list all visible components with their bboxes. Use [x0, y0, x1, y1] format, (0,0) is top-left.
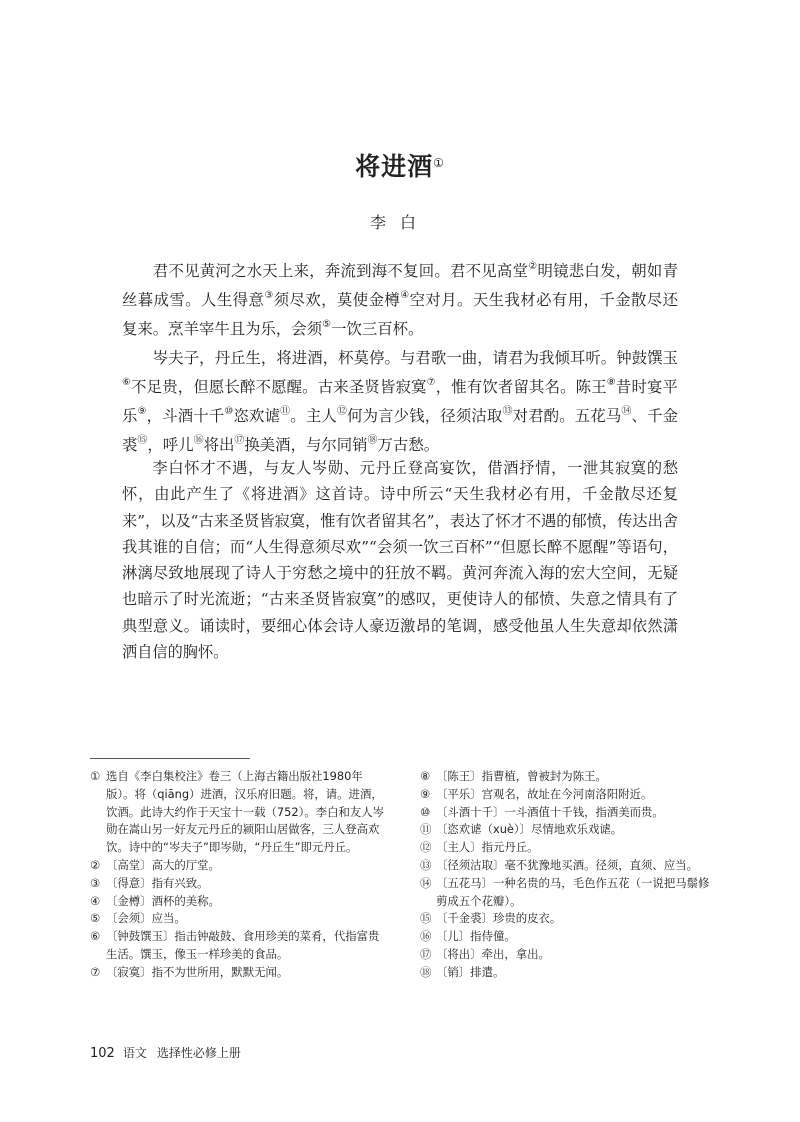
poem-text: 对君酌。五花马 [512, 407, 622, 425]
footnote-marker: ⑤ [322, 318, 332, 330]
footnote [90, 893, 386, 911]
poem-text: 君不见黄河之水天上来，奔流到海不复回。君不见高堂 [152, 262, 529, 280]
poem-text: 不足贵，但愿长醉不愿醒。古来圣贤皆寂寞 [131, 378, 427, 396]
footnote [420, 786, 720, 804]
poem-text: 恣欢谑 [233, 407, 281, 425]
footnote [420, 857, 720, 875]
footnote-marker: ⑥ [122, 376, 132, 388]
footnote-text: 〔会须〕应当。 [106, 911, 186, 926]
footnote-number: ⑦ [90, 964, 101, 979]
poem-text: 将出 [203, 436, 235, 454]
footnote-number: ⑥ [90, 929, 101, 944]
footnote [90, 928, 386, 964]
poem-text: 换美酒，与尔同销 [244, 436, 368, 454]
page-footer [90, 1044, 241, 1063]
poem-text: 万古愁。 [377, 436, 440, 454]
poem-text: 、千金裘 [122, 407, 679, 454]
footnote [420, 839, 720, 857]
footnote-marker: ⑧ [606, 376, 616, 388]
footnote-number: ⑪ [420, 822, 432, 837]
footnote-number: ④ [90, 893, 101, 908]
poem-text: 空对月。天生我材必有用，千金散尽还复来。烹羊宰牛且为乐，会须 [122, 291, 678, 338]
footnote-text: 〔金樽〕酒杯的美称。 [106, 893, 220, 908]
poem-text: 岑夫子，丹丘生，将进酒，杯莫停。与君歌一曲，请君为我倾耳听。钟鼓馔玉 [152, 349, 678, 367]
poem-text: 一饮三百杯。 [331, 320, 424, 338]
footnote [420, 821, 720, 839]
footnote-text: 〔高堂〕高大的厅堂。 [106, 857, 220, 872]
footnotes-right-column [420, 768, 720, 982]
footnote-marker: ⑨ [137, 405, 147, 417]
footnote-marker: ④ [400, 289, 410, 301]
footnote-text: 〔主人〕指元丹丘。 [436, 840, 539, 855]
poem-text: 。主人 [290, 407, 337, 425]
author-name: 李白 [369, 213, 430, 232]
footnotes-left-column [90, 768, 386, 982]
footnote-marker: ⑪ [280, 405, 291, 417]
poem-paragraph [122, 257, 678, 344]
footnote-number: ⑫ [420, 840, 432, 855]
footnote-text: 〔陈王〕指曹植，曾被封为陈王。 [436, 769, 607, 783]
study-note-paragraph: 李白怀才不遇，与友人岑勋、元丹丘登高宴饮，借酒抒情，一泄其寂寞的愁怀，由此产生了《将进酒》这首诗。诗中所云“天生我材必有用，千金散尽还复来”，以及“古来圣贤皆寂寞，惟有饮者留其名”，表达了怀才不遇的郁愤，传达出舍我其谁的自信；而“人生得意须尽欢”“会须一饮三百杯”“但愿长醉不愿醒”等语句，淋漓尽致地展现了诗人于穷愁之境中的狂放不羁。黄河奔流入海的宏大空间，无疑也暗示了时光流逝；“古来圣贤皆寂寞”的感叹，更使诗人的郁愤、失意之情具有了典型意义。诵读时，要细心体会诗人豪迈激昂的笔调，感受他虽人生失意却依然潇洒自信的胸怀。 [122, 459, 678, 662]
footnote-number: ⑮ [420, 911, 432, 926]
footnote-number: ⑨ [420, 786, 431, 801]
poem-body [122, 257, 678, 460]
footnote-text: 〔得意〕指有兴致。 [106, 875, 209, 890]
poem-title: 将进酒 [355, 152, 434, 181]
book-label: 选择性必修上册 [156, 1046, 241, 1060]
footnote-text: 〔平乐〕宫观名，故址在今河南洛阳附近。 [436, 786, 653, 801]
poem-text: 何为言少钱，径须沽取 [347, 407, 503, 425]
footnote-number: ⑯ [420, 929, 432, 944]
footnote-number: ⑬ [420, 857, 432, 872]
footnote-number: ⑭ [420, 875, 432, 890]
footnote-marker: ⑮ [137, 434, 148, 446]
footnote-text: 〔销〕排遣。 [436, 964, 505, 979]
poem-title-block [0, 152, 800, 182]
footnote [90, 910, 386, 928]
title-footnote-marker: ① [433, 156, 445, 170]
footnote-text: 〔儿〕指侍僮。 [436, 929, 516, 944]
subject-label: 语文 [122, 1046, 147, 1060]
footnote-text: 〔恣欢谑（xuè）〕尽情地欢乐戏谑。 [436, 822, 623, 837]
footnote-marker: ⑱ [367, 434, 378, 446]
footnote-marker: ② [528, 260, 538, 272]
footnote-marker: ⑩ [224, 405, 234, 417]
footnote-number: ⑩ [420, 804, 431, 819]
footnote-marker: ③ [264, 289, 274, 301]
footnote-text: 〔钟鼓馔玉〕指击钟敲鼓、食用珍美的菜肴，代指富贵生活。馔玉，像玉一样珍美的食品。 [106, 929, 380, 961]
footnote-text: 〔千金裘〕珍贵的皮衣。 [436, 911, 562, 926]
footnote-marker: ⑬ [502, 405, 513, 417]
footnote-text: 〔将出〕牵出，拿出。 [436, 946, 550, 961]
footnote-number: ⑱ [420, 964, 432, 979]
footnote [420, 964, 720, 982]
poem-text: 须尽欢，莫使金樽 [273, 291, 401, 309]
footnote-number: ② [90, 857, 101, 872]
page-number: 102 [90, 1046, 115, 1061]
footnote-text: 〔寂寞〕指不为世所用，默默无闻。 [106, 964, 289, 979]
poem-text: ，斗酒十千 [146, 407, 225, 425]
footnote-text: 〔径须沽取〕毫不犹豫地买酒。径须，直须、应当。 [436, 857, 698, 872]
footnote-marker: ⑰ [234, 434, 245, 446]
footnote-marker: ⑫ [336, 405, 348, 417]
footnote [420, 804, 720, 822]
footnote [90, 964, 386, 982]
footnote [420, 946, 720, 964]
footnote-divider [90, 758, 250, 759]
footnote-marker: ⑯ [193, 434, 204, 446]
poem-text: 昔时宴平乐 [122, 378, 678, 425]
footnote-text: 选自《李白集校注》卷三（上海古籍出版社1980年版）。将（qiāng）进酒，汉乐府旧题。将，请。进酒，饮酒。此诗大约作于天宝十一载（752）。李白和友人岑勋在嵩山另一好友元丹丘的颍阳山居做客，三人登高欢饮。诗中的“岑夫子”即岑勋，“丹丘生”即元丹丘。 [106, 769, 385, 855]
footnote [90, 768, 386, 857]
poem-text: 明镜悲白发，朝如青丝暮成雪。人生得意 [122, 262, 678, 309]
footnote [420, 928, 720, 946]
footnote-marker: ⑦ [426, 376, 436, 388]
footnote-text: 〔斗酒十千〕一斗酒值十千钱，指酒美而贵。 [436, 804, 664, 819]
footnote-number: ⑤ [90, 911, 101, 926]
footnote-number: ⑰ [420, 946, 432, 961]
footnote-number: ③ [90, 875, 101, 890]
footnote [420, 768, 720, 786]
poem-text: ，惟有饮者留其名。陈王 [435, 378, 607, 396]
footnote [420, 910, 720, 928]
footnote [420, 875, 720, 911]
study-note [122, 455, 678, 665]
footnote-number: ⑧ [420, 769, 431, 783]
footnote-text: 〔五花马〕一种名贵的马，毛色作五花（一说把马鬃修剪成五个花瓣）。 [436, 875, 710, 908]
footnote [90, 857, 386, 875]
poem-text: ，呼儿 [147, 436, 194, 454]
footnote [90, 875, 386, 893]
poem-paragraph [122, 344, 678, 460]
footnote-marker: ⑭ [621, 405, 632, 417]
footnote-number: ① [90, 769, 101, 783]
